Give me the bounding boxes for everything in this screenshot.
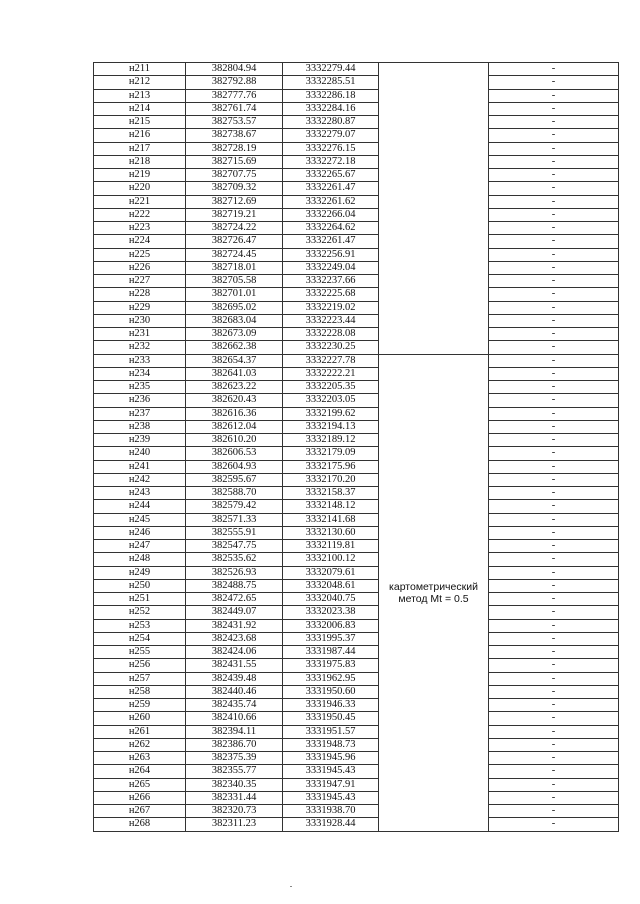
x-coordinate-cell: 382738.67	[186, 129, 283, 142]
x-coordinate-cell: 382588.70	[186, 487, 283, 500]
x-coordinate-cell: 382440.46	[186, 685, 283, 698]
note-dash-cell: -	[489, 725, 619, 738]
table-row	[94, 818, 619, 831]
point-id-cell: н250	[94, 579, 186, 592]
point-id-cell: н227	[94, 275, 186, 288]
note-dash-cell: -	[489, 778, 619, 791]
point-id-cell: н226	[94, 261, 186, 274]
x-coordinate-cell: 382719.21	[186, 208, 283, 221]
note-dash-cell: -	[489, 169, 619, 182]
y-coordinate-cell: 3332222.21	[283, 367, 379, 380]
point-id-cell: н231	[94, 328, 186, 341]
y-coordinate-cell: 3331950.60	[283, 685, 379, 698]
note-dash-cell: -	[489, 248, 619, 261]
table-row	[94, 328, 619, 341]
note-dash-cell: -	[489, 447, 619, 460]
y-coordinate-cell: 3332265.67	[283, 169, 379, 182]
note-dash-cell: -	[489, 208, 619, 221]
point-id-cell: н248	[94, 553, 186, 566]
table-row	[94, 738, 619, 751]
note-dash-cell: -	[489, 367, 619, 380]
point-id-cell: н224	[94, 235, 186, 248]
y-coordinate-cell: 3332203.05	[283, 394, 379, 407]
point-id-cell: н219	[94, 169, 186, 182]
y-coordinate-cell: 3332280.87	[283, 116, 379, 129]
point-id-cell: н258	[94, 685, 186, 698]
note-dash-cell: -	[489, 487, 619, 500]
table-row	[94, 63, 619, 76]
x-coordinate-cell: 382535.62	[186, 553, 283, 566]
note-dash-cell: -	[489, 301, 619, 314]
note-dash-cell: -	[489, 805, 619, 818]
point-id-cell: н214	[94, 102, 186, 115]
table-row	[94, 791, 619, 804]
x-coordinate-cell: 382724.45	[186, 248, 283, 261]
x-coordinate-cell: 382571.33	[186, 513, 283, 526]
y-coordinate-cell: 3331950.45	[283, 712, 379, 725]
x-coordinate-cell: 382331.44	[186, 791, 283, 804]
point-id-cell: н260	[94, 712, 186, 725]
table-row	[94, 619, 619, 632]
table-row	[94, 473, 619, 486]
note-dash-cell: -	[489, 89, 619, 102]
y-coordinate-cell: 3332249.04	[283, 261, 379, 274]
point-id-cell: н213	[94, 89, 186, 102]
table-row	[94, 579, 619, 592]
point-id-cell: н257	[94, 672, 186, 685]
point-id-cell: н217	[94, 142, 186, 155]
table-row	[94, 76, 619, 89]
point-id-cell: н218	[94, 155, 186, 168]
x-coordinate-cell: 382753.57	[186, 116, 283, 129]
note-dash-cell: -	[489, 354, 619, 367]
point-id-cell: н249	[94, 566, 186, 579]
note-dash-cell: -	[489, 341, 619, 354]
point-id-cell: н243	[94, 487, 186, 500]
y-coordinate-cell: 3332179.09	[283, 447, 379, 460]
note-dash-cell: -	[489, 579, 619, 592]
x-coordinate-cell: 382654.37	[186, 354, 283, 367]
x-coordinate-cell: 382718.01	[186, 261, 283, 274]
y-coordinate-cell: 3331975.83	[283, 659, 379, 672]
table-row	[94, 169, 619, 182]
y-coordinate-cell: 3332256.91	[283, 248, 379, 261]
x-coordinate-cell: 382526.93	[186, 566, 283, 579]
point-id-cell: н246	[94, 526, 186, 539]
x-coordinate-cell: 382579.42	[186, 500, 283, 513]
point-id-cell: н241	[94, 460, 186, 473]
table-row	[94, 102, 619, 115]
note-dash-cell: -	[489, 420, 619, 433]
table-row	[94, 606, 619, 619]
note-dash-cell: -	[489, 275, 619, 288]
x-coordinate-cell: 382726.47	[186, 235, 283, 248]
y-coordinate-cell: 3332205.35	[283, 381, 379, 394]
note-dash-cell: -	[489, 261, 619, 274]
x-coordinate-cell: 382439.48	[186, 672, 283, 685]
x-coordinate-cell: 382712.69	[186, 195, 283, 208]
y-coordinate-cell: 3332230.25	[283, 341, 379, 354]
y-coordinate-cell: 3332130.60	[283, 526, 379, 539]
note-dash-cell: -	[489, 672, 619, 685]
y-coordinate-cell: 3332266.04	[283, 208, 379, 221]
table-row	[94, 566, 619, 579]
y-coordinate-cell: 3332175.96	[283, 460, 379, 473]
coordinates-table-body	[94, 63, 619, 832]
x-coordinate-cell: 382673.09	[186, 328, 283, 341]
table-row	[94, 235, 619, 248]
table-row	[94, 116, 619, 129]
point-id-cell: н245	[94, 513, 186, 526]
note-dash-cell: -	[489, 222, 619, 235]
x-coordinate-cell: 382423.68	[186, 632, 283, 645]
note-dash-cell: -	[489, 606, 619, 619]
point-id-cell: н223	[94, 222, 186, 235]
table-row	[94, 699, 619, 712]
y-coordinate-cell: 3332261.62	[283, 195, 379, 208]
y-coordinate-cell: 3332148.12	[283, 500, 379, 513]
table-row	[94, 685, 619, 698]
y-coordinate-cell: 3332119.81	[283, 540, 379, 553]
method-text-line: метод Mt = 0.5	[398, 592, 469, 605]
note-dash-cell: -	[489, 473, 619, 486]
x-coordinate-cell: 382431.92	[186, 619, 283, 632]
y-coordinate-cell: 3331945.96	[283, 752, 379, 765]
point-id-cell: н228	[94, 288, 186, 301]
y-coordinate-cell: 3332189.12	[283, 434, 379, 447]
point-id-cell: н222	[94, 208, 186, 221]
y-coordinate-cell: 3331951.57	[283, 725, 379, 738]
y-coordinate-cell: 3332158.37	[283, 487, 379, 500]
y-coordinate-cell: 3332286.18	[283, 89, 379, 102]
point-id-cell: н239	[94, 434, 186, 447]
y-coordinate-cell: 3331948.73	[283, 738, 379, 751]
x-coordinate-cell: 382804.94	[186, 63, 283, 76]
point-id-cell: н251	[94, 593, 186, 606]
x-coordinate-cell: 382641.03	[186, 367, 283, 380]
point-id-cell: н212	[94, 76, 186, 89]
point-id-cell: н232	[94, 341, 186, 354]
coordinates-table	[93, 62, 619, 832]
table-row	[94, 434, 619, 447]
x-coordinate-cell: 382705.58	[186, 275, 283, 288]
table-row	[94, 460, 619, 473]
note-dash-cell: -	[489, 381, 619, 394]
note-dash-cell: -	[489, 526, 619, 539]
note-dash-cell: -	[489, 619, 619, 632]
x-coordinate-cell: 382695.02	[186, 301, 283, 314]
x-coordinate-cell: 382610.20	[186, 434, 283, 447]
point-id-cell: н211	[94, 63, 186, 76]
note-dash-cell: -	[489, 182, 619, 195]
note-dash-cell: -	[489, 513, 619, 526]
table-row	[94, 314, 619, 327]
y-coordinate-cell: 3332264.62	[283, 222, 379, 235]
point-id-cell: н268	[94, 818, 186, 831]
point-id-cell: н242	[94, 473, 186, 486]
note-dash-cell: -	[489, 129, 619, 142]
table-row	[94, 632, 619, 645]
y-coordinate-cell: 3332023.38	[283, 606, 379, 619]
y-coordinate-cell: 3332040.75	[283, 593, 379, 606]
table-row	[94, 646, 619, 659]
x-coordinate-cell: 382311.23	[186, 818, 283, 831]
table-row	[94, 155, 619, 168]
y-coordinate-cell: 3331945.43	[283, 765, 379, 778]
x-coordinate-cell: 382616.36	[186, 407, 283, 420]
point-id-cell: н220	[94, 182, 186, 195]
point-id-cell: н265	[94, 778, 186, 791]
note-dash-cell: -	[489, 288, 619, 301]
table-row	[94, 540, 619, 553]
y-coordinate-cell: 3332284.16	[283, 102, 379, 115]
y-coordinate-cell: 3332279.44	[283, 63, 379, 76]
table-row	[94, 341, 619, 354]
note-dash-cell: -	[489, 500, 619, 513]
note-dash-cell: -	[489, 235, 619, 248]
x-coordinate-cell: 382728.19	[186, 142, 283, 155]
x-coordinate-cell: 382777.76	[186, 89, 283, 102]
y-coordinate-cell: 3332100.12	[283, 553, 379, 566]
y-coordinate-cell: 3332279.07	[283, 129, 379, 142]
x-coordinate-cell: 382604.93	[186, 460, 283, 473]
table-row	[94, 420, 619, 433]
table-row	[94, 394, 619, 407]
table-row	[94, 765, 619, 778]
y-coordinate-cell: 3331962.95	[283, 672, 379, 685]
note-dash-cell: -	[489, 116, 619, 129]
x-coordinate-cell: 382320.73	[186, 805, 283, 818]
x-coordinate-cell: 382761.74	[186, 102, 283, 115]
note-dash-cell: -	[489, 765, 619, 778]
x-coordinate-cell: 382431.55	[186, 659, 283, 672]
note-dash-cell: -	[489, 407, 619, 420]
method-cell-empty	[379, 63, 489, 355]
x-coordinate-cell: 382715.69	[186, 155, 283, 168]
y-coordinate-cell: 3332199.62	[283, 407, 379, 420]
note-dash-cell: -	[489, 553, 619, 566]
point-id-cell: н233	[94, 354, 186, 367]
table-row	[94, 500, 619, 513]
table-row	[94, 487, 619, 500]
point-id-cell: н262	[94, 738, 186, 751]
point-id-cell: н236	[94, 394, 186, 407]
x-coordinate-cell: 382623.22	[186, 381, 283, 394]
note-dash-cell: -	[489, 434, 619, 447]
note-dash-cell: -	[489, 460, 619, 473]
note-dash-cell: -	[489, 646, 619, 659]
y-coordinate-cell: 3331928.44	[283, 818, 379, 831]
x-coordinate-cell: 382701.01	[186, 288, 283, 301]
table-row	[94, 89, 619, 102]
method-cell	[379, 354, 489, 831]
x-coordinate-cell: 382792.88	[186, 76, 283, 89]
y-coordinate-cell: 3332219.02	[283, 301, 379, 314]
x-coordinate-cell: 382709.32	[186, 182, 283, 195]
table-row	[94, 513, 619, 526]
note-dash-cell: -	[489, 566, 619, 579]
y-coordinate-cell: 3331945.43	[283, 791, 379, 804]
y-coordinate-cell: 3332272.18	[283, 155, 379, 168]
table-row	[94, 593, 619, 606]
point-id-cell: н235	[94, 381, 186, 394]
y-coordinate-cell: 3332079.61	[283, 566, 379, 579]
note-dash-cell: -	[489, 791, 619, 804]
table-row	[94, 248, 619, 261]
note-dash-cell: -	[489, 712, 619, 725]
y-coordinate-cell: 3332048.61	[283, 579, 379, 592]
x-coordinate-cell: 382472.65	[186, 593, 283, 606]
y-coordinate-cell: 3332276.15	[283, 142, 379, 155]
x-coordinate-cell: 382555.91	[186, 526, 283, 539]
table-row	[94, 672, 619, 685]
y-coordinate-cell: 3332225.68	[283, 288, 379, 301]
table-row	[94, 288, 619, 301]
point-id-cell: н247	[94, 540, 186, 553]
method-text-line: картометрический	[389, 580, 478, 593]
x-coordinate-cell: 382386.70	[186, 738, 283, 751]
x-coordinate-cell: 382547.75	[186, 540, 283, 553]
x-coordinate-cell: 382724.22	[186, 222, 283, 235]
point-id-cell: н256	[94, 659, 186, 672]
y-coordinate-cell: 3331946.33	[283, 699, 379, 712]
x-coordinate-cell: 382375.39	[186, 752, 283, 765]
y-coordinate-cell: 3332261.47	[283, 182, 379, 195]
point-id-cell: н259	[94, 699, 186, 712]
note-dash-cell: -	[489, 314, 619, 327]
note-dash-cell: -	[489, 659, 619, 672]
table-row	[94, 301, 619, 314]
table-row	[94, 222, 619, 235]
table-row	[94, 752, 619, 765]
point-id-cell: н240	[94, 447, 186, 460]
y-coordinate-cell: 3332141.68	[283, 513, 379, 526]
x-coordinate-cell: 382683.04	[186, 314, 283, 327]
y-coordinate-cell: 3331987.44	[283, 646, 379, 659]
note-dash-cell: -	[489, 593, 619, 606]
table-row	[94, 526, 619, 539]
table-row	[94, 381, 619, 394]
note-dash-cell: -	[489, 63, 619, 76]
x-coordinate-cell: 382449.07	[186, 606, 283, 619]
table-row	[94, 142, 619, 155]
y-coordinate-cell: 3332227.78	[283, 354, 379, 367]
x-coordinate-cell: 382355.77	[186, 765, 283, 778]
note-dash-cell: -	[489, 632, 619, 645]
note-dash-cell: -	[489, 685, 619, 698]
point-id-cell: н267	[94, 805, 186, 818]
point-id-cell: н221	[94, 195, 186, 208]
table-row	[94, 447, 619, 460]
note-dash-cell: -	[489, 155, 619, 168]
table-row	[94, 553, 619, 566]
table-row	[94, 659, 619, 672]
x-coordinate-cell: 382612.04	[186, 420, 283, 433]
point-id-cell: н254	[94, 632, 186, 645]
x-coordinate-cell: 382707.75	[186, 169, 283, 182]
point-id-cell: н234	[94, 367, 186, 380]
y-coordinate-cell: 3332228.08	[283, 328, 379, 341]
point-id-cell: н244	[94, 500, 186, 513]
table-row	[94, 712, 619, 725]
table-row	[94, 354, 619, 367]
point-id-cell: н225	[94, 248, 186, 261]
y-coordinate-cell: 3331947.91	[283, 778, 379, 791]
x-coordinate-cell: 382620.43	[186, 394, 283, 407]
y-coordinate-cell: 3332285.51	[283, 76, 379, 89]
y-coordinate-cell: 3332006.83	[283, 619, 379, 632]
y-coordinate-cell: 3331995.37	[283, 632, 379, 645]
table-row	[94, 725, 619, 738]
y-coordinate-cell: 3332261.47	[283, 235, 379, 248]
y-coordinate-cell: 3332170.20	[283, 473, 379, 486]
point-id-cell: н237	[94, 407, 186, 420]
table-row	[94, 778, 619, 791]
point-id-cell: н263	[94, 752, 186, 765]
note-dash-cell: -	[489, 540, 619, 553]
y-coordinate-cell: 3332237.66	[283, 275, 379, 288]
x-coordinate-cell: 382488.75	[186, 579, 283, 592]
note-dash-cell: -	[489, 752, 619, 765]
point-id-cell: н266	[94, 791, 186, 804]
table-row	[94, 805, 619, 818]
x-coordinate-cell: 382424.06	[186, 646, 283, 659]
y-coordinate-cell: 3332223.44	[283, 314, 379, 327]
x-coordinate-cell: 382410.66	[186, 712, 283, 725]
point-id-cell: н216	[94, 129, 186, 142]
note-dash-cell: -	[489, 76, 619, 89]
point-id-cell: н229	[94, 301, 186, 314]
note-dash-cell: -	[489, 195, 619, 208]
point-id-cell: н238	[94, 420, 186, 433]
point-id-cell: н255	[94, 646, 186, 659]
table-row	[94, 129, 619, 142]
note-dash-cell: -	[489, 328, 619, 341]
note-dash-cell: -	[489, 142, 619, 155]
note-dash-cell: -	[489, 818, 619, 831]
table-row	[94, 182, 619, 195]
x-coordinate-cell: 382606.53	[186, 447, 283, 460]
point-id-cell: н261	[94, 725, 186, 738]
point-id-cell: н252	[94, 606, 186, 619]
table-row	[94, 261, 619, 274]
point-id-cell: н264	[94, 765, 186, 778]
scan-speck	[290, 886, 292, 887]
table-row	[94, 208, 619, 221]
table-row	[94, 367, 619, 380]
y-coordinate-cell: 3332194.13	[283, 420, 379, 433]
note-dash-cell: -	[489, 102, 619, 115]
x-coordinate-cell: 382340.35	[186, 778, 283, 791]
point-id-cell: н253	[94, 619, 186, 632]
x-coordinate-cell: 382595.67	[186, 473, 283, 486]
point-id-cell: н230	[94, 314, 186, 327]
table-row	[94, 195, 619, 208]
x-coordinate-cell: 382394.11	[186, 725, 283, 738]
table-row	[94, 275, 619, 288]
note-dash-cell: -	[489, 699, 619, 712]
note-dash-cell: -	[489, 738, 619, 751]
point-id-cell: н215	[94, 116, 186, 129]
y-coordinate-cell: 3331938.70	[283, 805, 379, 818]
x-coordinate-cell: 382662.38	[186, 341, 283, 354]
table-row	[94, 407, 619, 420]
note-dash-cell: -	[489, 394, 619, 407]
x-coordinate-cell: 382435.74	[186, 699, 283, 712]
